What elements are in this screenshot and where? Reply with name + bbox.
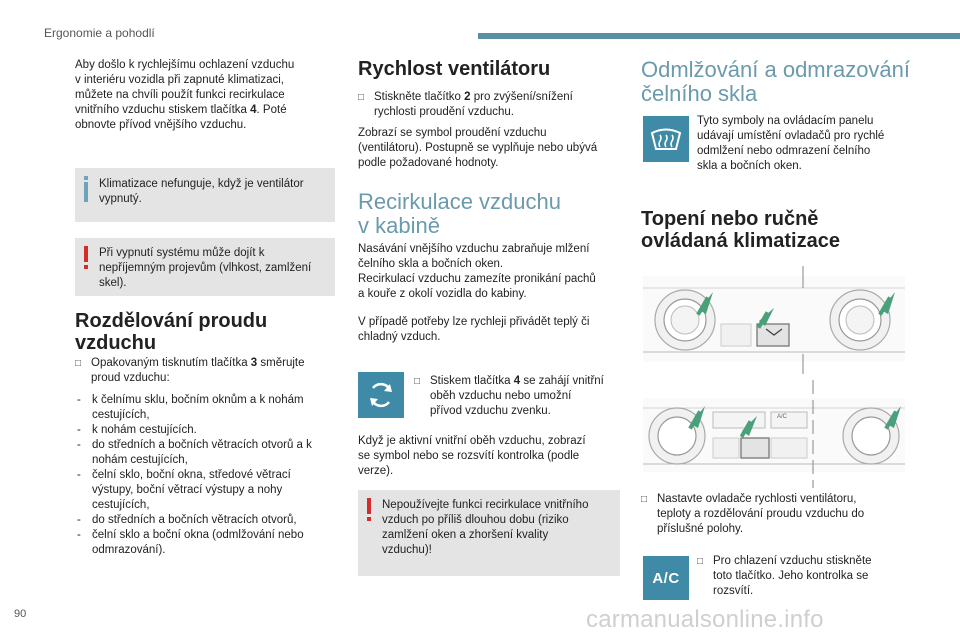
warning-line: vzduch po příliš dlouhou dobu (riziko [382,514,569,526]
title-line: ovládaná klimatizace [641,230,840,252]
warning-note-line: nepříjemným projevům (vlhkost, zamlžení [99,262,312,274]
text-line: čelního skla a bočních oken. [358,258,504,270]
ac-icon: A/C [652,569,680,587]
recirculation-bullet: □ Stiskem tlačítka 4 se zahájí vnitřní oběh vzduchu nebo umožní přívod vzduchu zvenku. [414,375,604,417]
title-line: vzduchu [75,332,157,354]
title-line: Rozdělování proudu [75,310,268,332]
fan-text [358,126,620,171]
warning-line: vzduchu)! [382,544,432,556]
text-line: udávají umístění ovladačů pro rychlé [697,130,885,142]
intro-line: obnovte přívod vnějšího vzduchu. [75,119,247,131]
recirculation-icon-box [358,372,404,418]
intro-line: vnitřního vzduchu stiskem tlačítka 4. Poté [75,104,287,116]
title-line: čelního skla [641,81,758,106]
info-note-line: Klimatizace nefunguje, když je ventilátor [99,178,304,190]
text-line: chladný vzduch. [358,331,441,343]
title-line: Topení nebo ručně [641,208,819,230]
intro-line: v interiéru vozidla při zapnuté klimatizaci, [75,74,285,86]
list-item: - k nohám cestujících. [75,423,337,438]
distribution-title [75,310,267,354]
bullet-line: toto tlačítko. Jeho kontrolka se [713,570,869,582]
recirculation-title [358,190,561,238]
checkbox-bullet-icon: □ [358,92,365,103]
intro-line: Aby došlo k rychlejšímu ochlazení vzduchu [75,59,295,71]
warning-note [75,238,335,296]
panel-ac-button-label: A/C [777,414,788,420]
heating-title [641,208,840,252]
fan-bullet: □ Stiskněte tlačítko 2 pro zvýšení/snížení rychlosti proudění vzduchu. [358,91,573,118]
watermark: carmanualsonline.info [586,606,824,633]
text-line: V případě potřeby lze rychleji přivádět teplý či [358,316,590,328]
warning-icon [84,246,88,262]
warning-line: zamlžení oken a zhoršení kvality [382,529,549,541]
ac-bullet [697,554,917,599]
text-line: podle požadované hodnoty. [358,157,499,169]
checkbox-bullet-icon: □ [697,556,704,567]
title-line: Odmlžování a odmrazování [641,57,911,82]
list-item: - čelní sklo a boční okna (odmlžování nebo odmrazování). [75,528,337,558]
info-note [75,168,335,222]
checkbox-bullet-icon: □ [641,494,648,505]
bullet-line: příslušné polohy. [657,523,744,535]
warning-icon [367,498,371,514]
text-line: odmlžení nebo odmrazení čelního [697,145,871,157]
page-number: 90 [14,608,27,620]
intro-line: můžete na chvíli použít funkci recirkulace [75,89,285,101]
bullet-line: Nastavte ovladače rychlosti ventilátoru, [657,493,857,505]
bullet-line: přívod vzduchu zvenku. [430,405,551,417]
distribution-bullet: □ Opakovaným tisknutím tlačítka 3 směrujte proud vzduchu: [75,357,305,384]
section-label: Ergonomie a pohodlí [44,26,155,40]
text-line: Nasávání vnějšího vzduchu zabraňuje mlžení [358,243,590,255]
defrost-icon-box [643,116,689,162]
recirculation-text-2 [358,315,620,345]
bullet-line: Pro chlazení vzduchu stiskněte [713,555,872,567]
text-line: Recirkulací vzduchu zamezíte pronikání pachů [358,273,596,285]
list-item: - čelní sklo, boční okna, středové větrací výstupy, boční větrací výstupy a nohy cestujících, [75,468,337,513]
title-line: Recirkulace vzduchu [358,189,561,214]
bullet-line: teploty a rozdělování proudu vzduchu do [657,508,865,520]
control-panel-illustration-2 [643,380,905,488]
list-item: - do středních a bočních větracích otvorů, [75,513,337,528]
text-line: (ventilátoru). Postupně se vyplňuje nebo ubývá [358,142,598,154]
text-line: a kouře z okolí vozidla do kabiny. [358,288,527,300]
distribution-list [75,393,337,558]
bullet-line: rozsvítí. [713,585,754,597]
text-line: Zobrazí se symbol proudění vzduchu [358,127,547,139]
intro-paragraph [75,58,335,133]
warning-note-line: Při vypnutí systému může dojít k [99,247,265,259]
windscreen-defrost-icon [649,124,683,154]
info-note-line: vypnutý. [99,193,142,205]
control-panel-illustration-1 [643,266,905,374]
bullet-line: proud vzduchu: [91,372,170,384]
checkbox-bullet-icon: □ [75,358,82,369]
bullet-line: rychlosti proudění vzduchu. [374,106,514,118]
text-line: Tyto symboly na ovládacím panelu [697,115,874,127]
text-line: verze). [358,465,394,477]
title-line: v kabině [358,213,440,238]
heating-bullet [641,492,903,537]
defog-text [697,114,917,174]
recirculation-warning [358,490,620,576]
warning-note-line: skel). [99,277,127,289]
text-line: Když je aktivní vnitřní oběh vzduchu, zobrazí [358,435,586,447]
list-item: - k čelnímu sklu, bočním oknům a k nohám cestujících, [75,393,337,423]
ac-icon-box [643,556,689,600]
warning-line: Nepoužívejte funkci recirkulace vnitřního [382,499,589,511]
bullet-line: oběh vzduchu nebo umožní [430,390,572,402]
text-line: skla a bočních oken. [697,160,802,172]
header-bar [478,33,960,39]
defog-title [641,58,910,106]
info-icon [84,182,88,202]
recirculation-text-1 [358,242,620,302]
list-item: - do středních a bočních větracích otvorů a k nohám cestujících, [75,438,337,468]
text-line: se symbol nebo se rozsvítí kontrolka (podle [358,450,580,462]
fan-speed-title: Rychlost ventilátoru [358,58,551,80]
recirculation-text-3 [358,434,620,479]
checkbox-bullet-icon: □ [414,376,421,387]
recirculation-icon [366,380,396,410]
